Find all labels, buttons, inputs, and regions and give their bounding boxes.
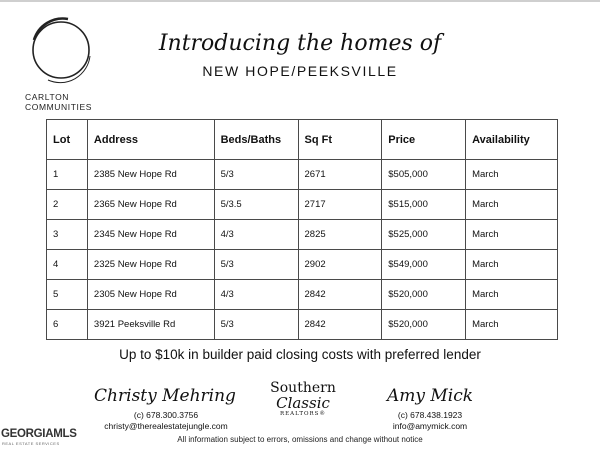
- cell-beds-baths: 5/3: [214, 160, 298, 190]
- cell-sq-ft: 2902: [298, 250, 382, 280]
- cell-sq-ft: 2842: [298, 310, 382, 340]
- header-availability: Availability: [466, 120, 558, 160]
- cell-availability: March: [466, 190, 558, 220]
- header-sq-ft: Sq Ft: [298, 120, 382, 160]
- signature-amy: [380, 380, 480, 408]
- agent-christy-email[interactable]: christy@therealestatejungle.com: [104, 421, 228, 431]
- brokerage-line-1: Southern: [270, 380, 336, 396]
- closing-cost-promo: Up to $10k in builder paid closing costs with preferred lender: [119, 347, 481, 362]
- table-row: [47, 280, 558, 310]
- cell-sq-ft: 2717: [298, 190, 382, 220]
- table-row: [47, 250, 558, 280]
- cell-availability: March: [466, 250, 558, 280]
- cell-lot: 4: [47, 250, 88, 280]
- community-subtitle: NEW HOPE/PEEKSVILLE: [202, 63, 398, 79]
- table-header-row: [47, 120, 558, 160]
- logo-line-2: COMMUNITIES: [25, 102, 93, 112]
- cell-lot: 1: [47, 160, 88, 190]
- cell-address: 2365 New Hope Rd: [87, 190, 214, 220]
- cell-address: 2305 New Hope Rd: [87, 280, 214, 310]
- header-address: Address: [87, 120, 214, 160]
- mls-watermark-main: GEORGIAMLS: [1, 428, 77, 440]
- agent-amy-email[interactable]: info@amymick.com: [392, 421, 468, 431]
- header-lot: Lot: [47, 120, 88, 160]
- signature-amy-text: Amy Mick: [386, 386, 474, 406]
- brokerage-line-3: REALTORS®: [280, 411, 326, 417]
- cell-lot: 5: [47, 280, 88, 310]
- mls-watermark-sub: REAL ESTATE SERVICES: [2, 441, 60, 446]
- cell-address: 3921 Peeksville Rd: [87, 310, 214, 340]
- cell-lot: 3: [47, 220, 88, 250]
- georgia-mls-watermark: [0, 428, 77, 449]
- cell-lot: 6: [47, 310, 88, 340]
- cell-price: $520,000: [382, 310, 466, 340]
- top-frame-line: [0, 0, 600, 2]
- cell-beds-baths: 5/3: [214, 310, 298, 340]
- carlton-logo: [22, 12, 98, 112]
- southern-classic-logo: [258, 381, 348, 418]
- cell-lot: 2: [47, 190, 88, 220]
- logo-line-1: CARLTON: [25, 92, 70, 102]
- cell-beds-baths: 5/3.5: [214, 190, 298, 220]
- cell-availability: March: [466, 280, 558, 310]
- cell-address: 2325 New Hope Rd: [87, 250, 214, 280]
- agent-amy-phone: (c) 678.438.1923: [397, 410, 463, 420]
- cell-price: $520,000: [382, 280, 466, 310]
- cell-sq-ft: 2842: [298, 280, 382, 310]
- header-price: Price: [382, 120, 466, 160]
- cell-availability: March: [466, 220, 558, 250]
- carlton-logo-text: [25, 92, 98, 112]
- script-title: [158, 18, 442, 62]
- cell-price: $515,000: [382, 190, 466, 220]
- cell-availability: March: [466, 160, 558, 190]
- cell-address: 2345 New Hope Rd: [87, 220, 214, 250]
- lots-table: [46, 119, 558, 340]
- agent-amy-contact: [375, 410, 485, 432]
- agent-christy-phone: (c) 678.300.3756: [133, 410, 199, 420]
- cell-price: $525,000: [382, 220, 466, 250]
- cell-price: $549,000: [382, 250, 466, 280]
- disclaimer: All information subject to errors, omissions and change without notice: [177, 435, 423, 444]
- carlton-ring-icon: [28, 12, 94, 90]
- cell-beds-baths: 4/3: [214, 220, 298, 250]
- cell-availability: March: [466, 310, 558, 340]
- table-row: [47, 190, 558, 220]
- table-row: [47, 310, 558, 340]
- cell-beds-baths: 5/3: [214, 250, 298, 280]
- cell-sq-ft: 2671: [298, 160, 382, 190]
- script-title-text: Introducing the homes of: [158, 31, 442, 56]
- table-row: [47, 220, 558, 250]
- cell-address: 2385 New Hope Rd: [87, 160, 214, 190]
- brokerage-line-2: Classic: [276, 394, 330, 412]
- cell-beds-baths: 4/3: [214, 280, 298, 310]
- table-row: [47, 160, 558, 190]
- cell-price: $505,000: [382, 160, 466, 190]
- signature-christy-text: Christy Mehring: [94, 386, 236, 406]
- signature-christy: [94, 380, 236, 408]
- agent-christy-contact: [86, 410, 246, 432]
- header-beds-baths: Beds/Baths: [214, 120, 298, 160]
- cell-sq-ft: 2825: [298, 220, 382, 250]
